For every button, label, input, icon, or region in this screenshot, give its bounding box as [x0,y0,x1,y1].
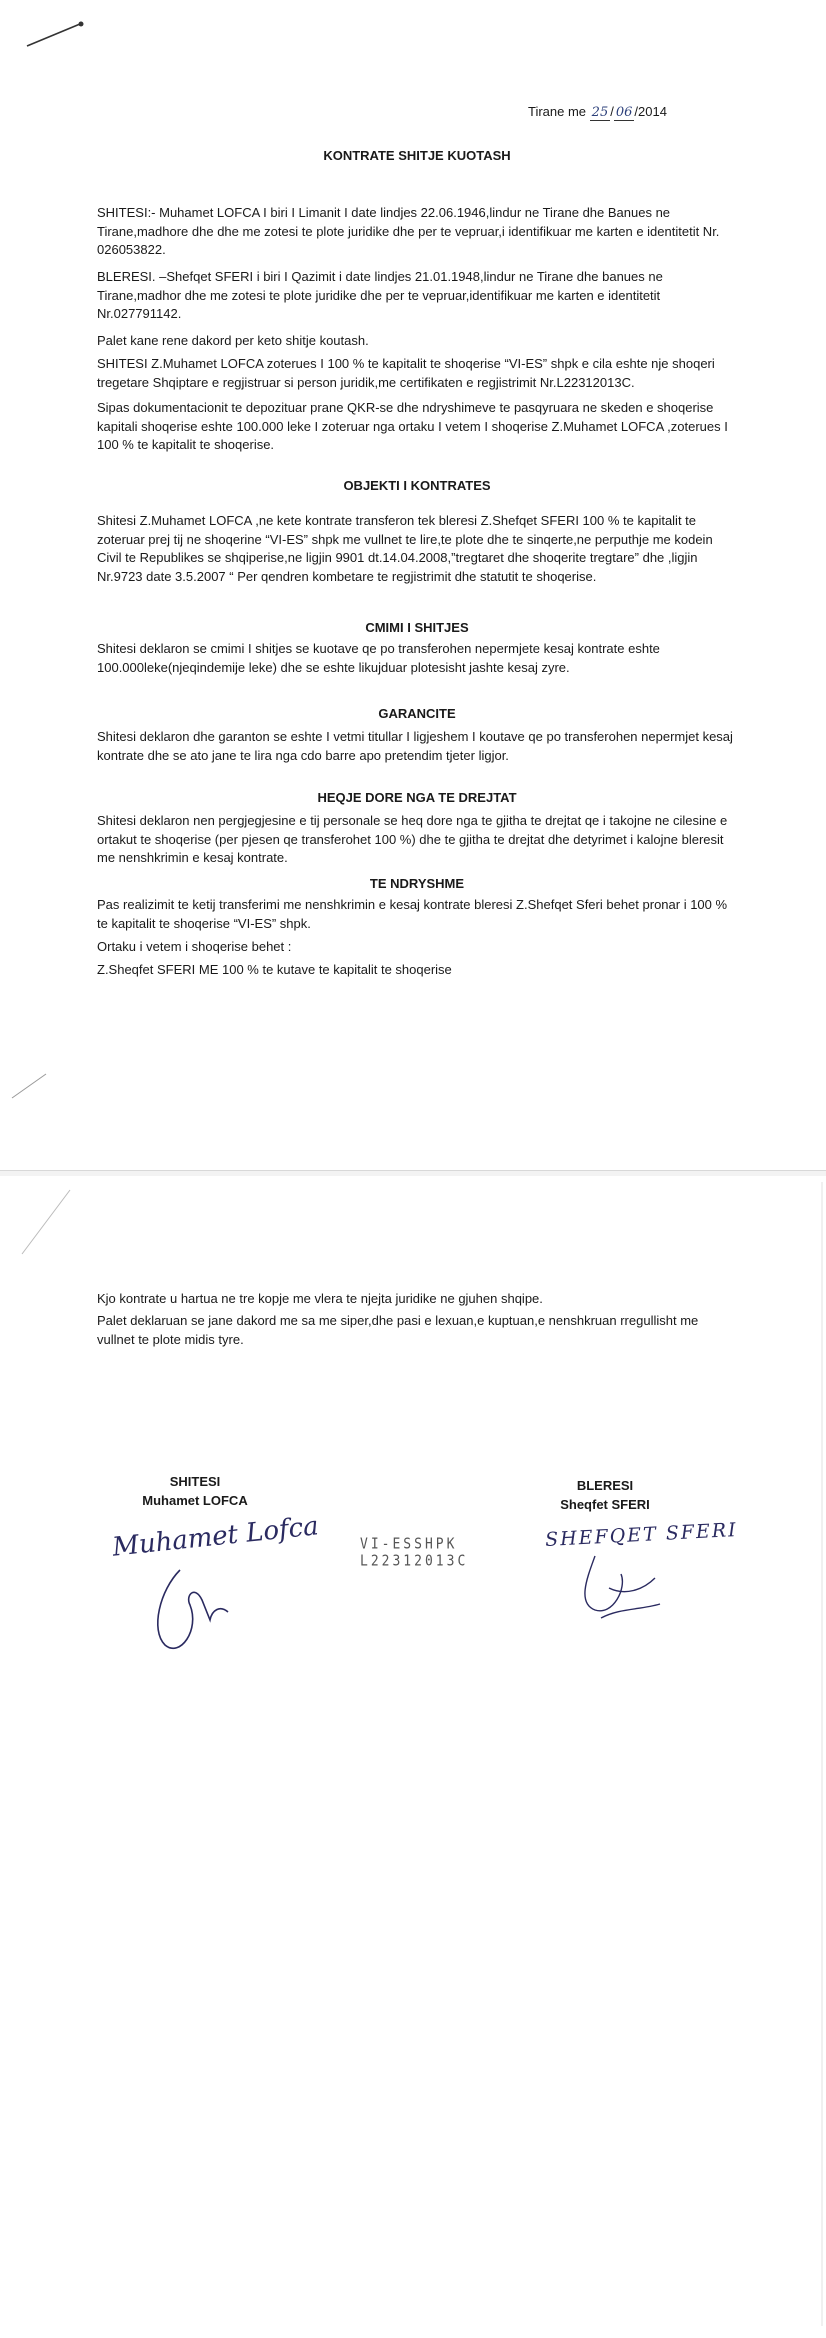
signing-paragraph: Palet deklaruan se jane dakord me sa me siper,dhe pasi e lexuan,e kuptuan,e nenshkruan rregullisht me vullnet te plote midis tyre. [97,1313,699,1347]
new-owner-paragraph: Z.Sheqfet SFERI ME 100 % te kutave te kapitalit te shoqerise [97,962,452,977]
seller-role: SHITESI [169,1474,221,1489]
date-year: /2014 [634,104,667,119]
buyer-paragraph: BLERESI. –Shefqet SFERI i biri I Qazimit i date lindjes 21.01.1948,lindur ne Tirane dhe banues ne Tirane,madhor dhe me zotesi te plote juridike dhe per te vepruar,identifikuar me karten e identitetit Nr.027791142. [97,269,663,321]
page-edge-mark [808,1176,826,2338]
object-paragraph: Shitesi Z.Muhamet LOFCA ,ne kete kontrate transferon tek bleresi Z.Shefqet SFERI 100 % te kapitalit te zoteruar prej tij ne shoqerine “VI-ES” shpk me vullnet te lire,te plote dhe te sinqerte,ne perputhje me kodein Civil te Republikes se shqiperise,ne ligjin 9901 dt.14.04.2008,”tregtaret dhe shoqerite tregtare” dhe ,ligjin Nr.9723 date 3.5.2007 “ Per qendren kombetare te regjistrimit dhe statutit te shoqerise. [97,513,713,584]
faint-mark [10,1070,50,1100]
company-stamp [360,1536,468,1571]
date-prefix: Tirane me [528,104,587,119]
date-month: 06 [615,105,633,120]
buyer-signature [565,1548,675,1628]
seller-handwritten-name: Muhamet Lofca [110,1511,320,1563]
date-day: 25 [591,105,609,120]
seller-signature [140,1560,260,1660]
section-heading-rights: HEQJE DORE NGA TE DREJTAT [317,790,517,805]
buyer-role: BLERESI [576,1478,634,1493]
document-date: Tirane me 25 / 06 /2014 [528,104,667,120]
buyer-signature-heading [515,1476,695,1514]
buyer-handwritten-name: SHEFQET SFERI [544,1518,739,1552]
stamp-line-1: VI-ESSHPK [360,1535,458,1553]
section-heading-misc: TE NDRYSHME [369,876,465,891]
section-heading-price: CMIMI I SHITJES [365,620,469,635]
guarantees-paragraph: Shitesi deklaron dhe garanton se eshte I vetmi titullar I ligjeshem I koutave qe po transferohen nepermjet kesaj kontrate dhe se ato jane te lira nga cdo barre apo pretendim tjeter ligjor. [97,729,733,763]
rights-paragraph: Shitesi deklaron nen pergjegjesine e tij personale se heq dore nga te gjitha te drejtat qe i takojne ne cilesine e ortakut te shoqerise (per pjesen qe transferohet 100 %) dhe te gjitha te drejtat dhe detyrimet i kalojne bleresit me nenshkrimin e kesaj kontrate. [97,813,728,865]
price-paragraph: Shitesi deklaron se cmimi I shitjes se kuotave qe po transferohen nepermjete kesaj kontrate eshte 100.000leke(njeqindemije leke) dhe se eshte likujduar plotesisht jashte kesaj zyre. [97,641,660,675]
section-heading-guarantees: GARANCITE [378,706,456,721]
section-heading-object: OBJEKTI I KONTRATES [343,478,491,493]
capital-paragraph: Sipas dokumentacionit te depozituar prane QKR-se dhe ndryshimeve te pasqyruara ne skeden e shoqerise kapitali shoqerise eshte 100.000 leke I zoteruar nga ortaku I vetem I shoqerise Z.Muhamet LOFCA ,zoterues I 100 % te kapitalit te shoqerise. [97,400,728,452]
seller-signature-heading [105,1472,285,1510]
seller-paragraph: SHITESI:- Muhamet LOFCA I biri I Limanit I date lindjes 22.06.1946,lindur ne Tirane dhe Banues ne Tirane,madhore dhe dhe me zotesi te plote juridike dhe per te vepruar,i identifikuar me karten e identitetit Nr. 026053822. [97,205,720,257]
stamp-line-2: L22312013C [360,1553,469,1571]
buyer-name: Sheqfet SFERI [560,1497,650,1512]
copies-paragraph: Kjo kontrate u hartua ne tre kopje me vlera te njejta juridike ne gjuhen shqipe. [97,1291,543,1306]
faint-mark [20,1188,80,1258]
document-title: KONTRATE SHITJE KUOTASH [323,148,511,163]
transfer-paragraph: Pas realizimit te ketij transferimi me nenshkrimin e kesaj kontrate bleresi Z.Shefqet Sferi behet pronar i 100 % te kapitalit te shoqerise “VI-ES” shpk. [97,897,728,931]
sole-partner-paragraph: Ortaku i vetem i shoqerise behet : [97,939,292,954]
agreement-paragraph: Palet kane rene dakord per keto shitje koutash. [97,333,369,348]
seller-name: Muhamet LOFCA [142,1493,248,1508]
document-page-2 [0,1176,826,2338]
ownership-paragraph: SHITESI Z.Muhamet LOFCA zoterues I 100 % te kapitalit te shoqerise “VI-ES” shpk e cila eshte nje shoqeri tregetare Shqiptare e regjistruar si person juridik,me certifikaten e regjistrimit Nr.L22312013C. [97,356,715,390]
pen-mark [25,18,85,48]
